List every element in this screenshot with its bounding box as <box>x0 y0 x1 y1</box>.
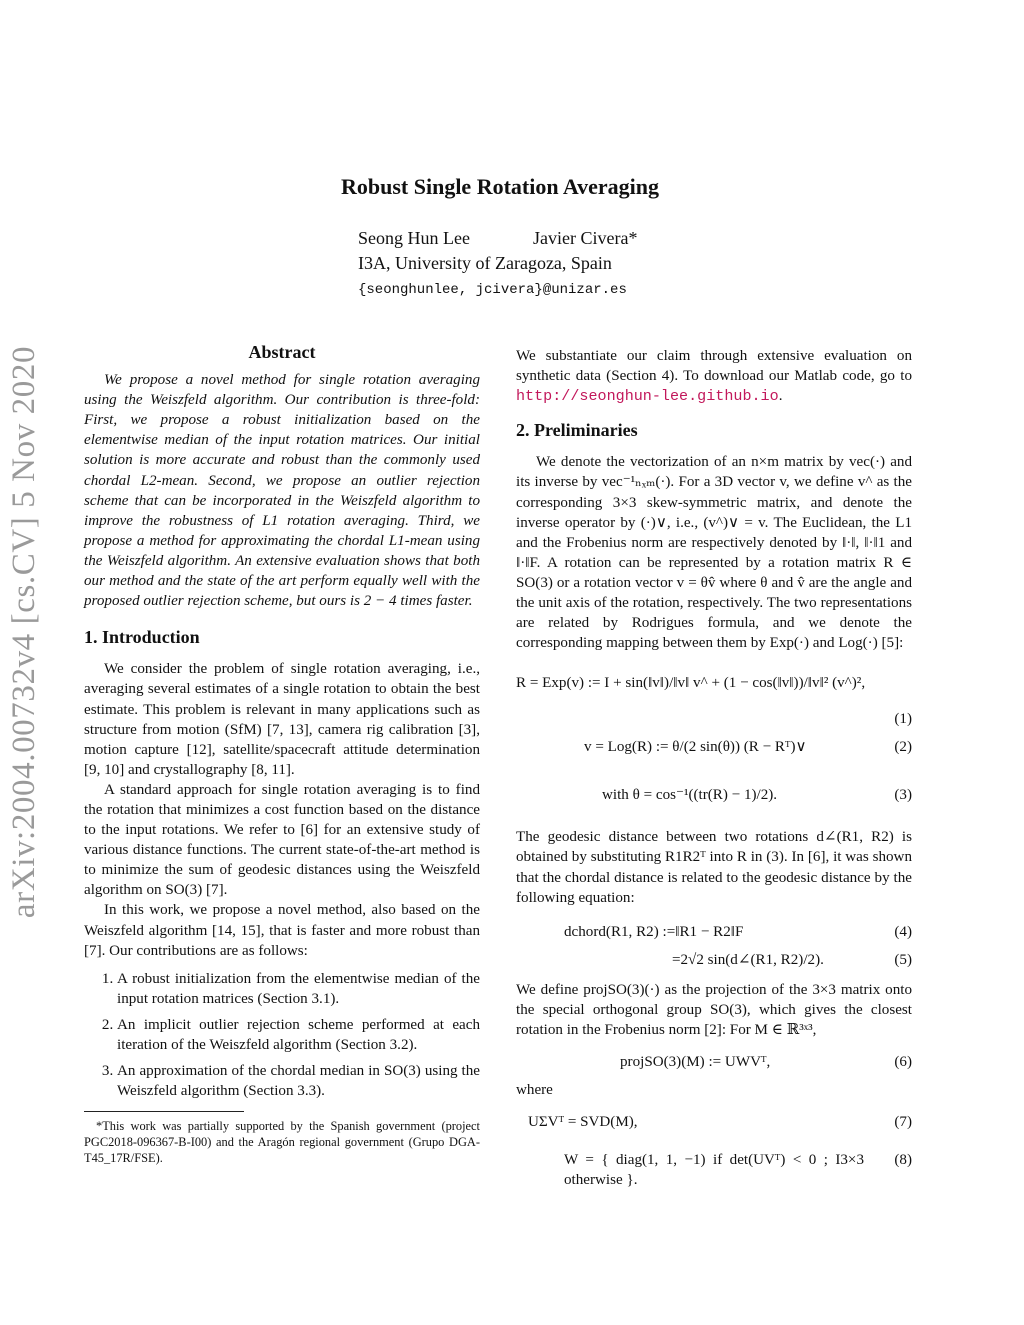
equation-3-number: (3) <box>894 787 912 804</box>
where-label: where <box>516 1081 553 1098</box>
arxiv-stamp: arXiv:2004.00732v4 [cs.CV] 5 Nov 2020 <box>6 345 42 919</box>
equation-2-number: (2) <box>894 739 912 756</box>
preliminaries-paragraph: We denote the vectorization of an n×m matrix by vec(·) and its inverse by vec⁻¹ₙₓₘ(·). For a 3D vector v, we define v^ as the corresponding 3×3 skew-symmetric matrix, and denote the inverse operator by (·)∨, i.e., (v^)∨ = v. The Euclidean, the L1 and the Frobenius norm are respectively denoted by ‖·‖, ‖·‖1 and ‖·‖F. A rotation can be represented by a rotation matrix R ∈ SO(3) or a rotation vector v = θv̂ where θ and v̂ are the angle and the unit axis of the rotation, respectively. The two representations are related by Rodrigues formula, and we denote the corresponding mapping between them by Exp(·) and Log(·) [5]: <box>516 454 912 652</box>
section-heading-introduction: 1. Introduction <box>84 627 200 648</box>
equation-7-number: (7) <box>894 1114 912 1131</box>
code-url-link[interactable]: http://seonghun-lee.github.io <box>516 387 779 406</box>
equation-1-body: R = Exp(v) := I + sin(‖v‖)/‖v‖ v^ + (1 − cos(‖v‖))/‖v‖² (v^)², <box>516 675 866 692</box>
equation-2 <box>516 729 912 771</box>
equation-5-number: (5) <box>894 951 912 968</box>
intro-paragraph-2: A standard approach for single rotation averaging is to find the rotation that minimizes a cost function based on the distance to the input rotations. We refer to [6] for an extensive study of various distance functions. The current state-of-the-art method is to minimize the sum of geodesic distances using the Weiszfeld algorithm on SO(3) [7]. <box>84 781 480 899</box>
abstract-heading: Abstract <box>248 342 316 362</box>
equation-7-body: UΣVᵀ = SVD(M), <box>528 1114 638 1131</box>
footnote: *This work was partially supported by the Spanish government (project PGC2018-096367-B-I00) and the Aragón regional government (Grupo DGA-T45_17R/FSE). <box>84 1119 480 1166</box>
equation-4-body: dchord(R1, R2) :=‖R1 − R2‖F <box>564 923 744 940</box>
equation-4-number: (4) <box>894 923 912 940</box>
equation-7 <box>516 1104 912 1138</box>
intro-paragraph-4: We substantiate our claim through extensive evaluation on synthetic data (Section 4). To download our Matlab code, go to http://seonghun-lee.github.io. <box>516 348 912 406</box>
author-1: Seong Hun Lee <box>358 228 470 248</box>
equation-1-number: (1) <box>894 711 912 728</box>
affiliation: I3A, University of Zaragoza, Spain <box>358 253 612 273</box>
equation-4 <box>516 918 912 946</box>
contribution-item-1: 1. A robust initialization from the elementwise median of the input rotation matrices (Section 3.1). <box>117 969 480 1009</box>
abstract-text: We propose a novel method for single rotation averaging using the Weiszfeld algorithm. Our contribution is three-fold: First, we propose a robust initialization based on the elementwise median of the input rotation matrices. Our initial solution is more accurate and robust than the commonly used chordal L2-mean. Second, we propose an outlier rejection scheme that can be incorporated in the Weiszfeld algorithm to improve the robustness of L1 rotation averaging. Third, we propose a method for approximating the chordal L1-mean using the Weiszfeld algorithm. An extensive evaluation shows that both our method and the state of the art perform equally well with the proposed outlier rejection scheme, but ours is 2 − 4 times faster. <box>84 372 480 610</box>
equation-2-body: v = Log(R) := θ/(2 sin(θ)) (R − Rᵀ)∨ <box>584 739 807 756</box>
equation-1-number-row <box>516 709 912 729</box>
contribution-list <box>84 969 480 1102</box>
author-emails: {seonghunlee, jcivera}@unizar.es <box>358 282 627 298</box>
equation-5 <box>516 946 912 976</box>
left-column <box>84 342 480 1166</box>
right-column <box>516 346 912 1189</box>
paper-title: Robust Single Rotation Averaging <box>340 174 659 199</box>
contribution-item-3: 3. An approximation of the chordal median in SO(3) using the Weiszfeld algorithm (Section 3.3). <box>117 1061 480 1101</box>
section-heading-preliminaries: 2. Preliminaries <box>516 420 638 441</box>
equation-8-number: (8) <box>894 1152 912 1169</box>
projection-paragraph: We define projSO(3)(·) as the projection of the 3×3 matrix onto the special orthogonal group SO(3), which gives the closest rotation in the Frobenius norm [2]: For M ∈ ℝ³ˣ³, <box>516 981 912 1038</box>
author-2: Javier Civera* <box>533 228 638 248</box>
intro-paragraph-3: In this work, we propose a novel method, also based on the Weiszfeld algorithm [14, 15], that is faster and more robust than [7]. Our contributions are as follows: <box>84 902 480 959</box>
equation-6-number: (6) <box>894 1053 912 1070</box>
equation-6-body: projSO(3)(M) := UWVᵀ, <box>620 1053 771 1070</box>
equation-6 <box>516 1046 912 1080</box>
equation-3 <box>516 771 912 821</box>
equation-8-body: W = { diag(1, 1, −1) if det(UVᵀ) < 0 ; I3×3 otherwise }. <box>564 1152 864 1189</box>
intro-paragraph-4-text: We substantiate our claim through extensive evaluation on synthetic data (Section 4). To download our Matlab code, go to <box>516 348 912 385</box>
equation-3-body: with θ = cos⁻¹((tr(R) − 1)/2). <box>602 787 778 804</box>
contribution-item-2: 2. An implicit outlier rejection scheme performed at each iteration of the Weiszfeld algorithm (Section 3.2). <box>117 1015 480 1055</box>
equation-1 <box>516 661 912 709</box>
footnote-rule <box>84 1111 244 1112</box>
intro-paragraph-1: We consider the problem of single rotation averaging, i.e., averaging several estimates of a single rotation to obtain the best estimate. This problem is relevant in many applications such as structure from motion (SfM) [7, 13], camera rig calibration [3], motion capture [12], satellite/spacecraft attitude determination [9, 10] and crystallography [8, 11]. <box>84 661 480 778</box>
equation-5-body: =2√2 sin(d∠(R1, R2)/2). <box>672 951 824 968</box>
geodesic-paragraph: The geodesic distance between two rotations d∠(R1, R2) is obtained by substituting R1R2ᵀ into R in (3). In [6], it was shown that the chordal distance is related to the geodesic distance by the following equation: <box>516 829 912 906</box>
equation-8 <box>516 1138 912 1189</box>
